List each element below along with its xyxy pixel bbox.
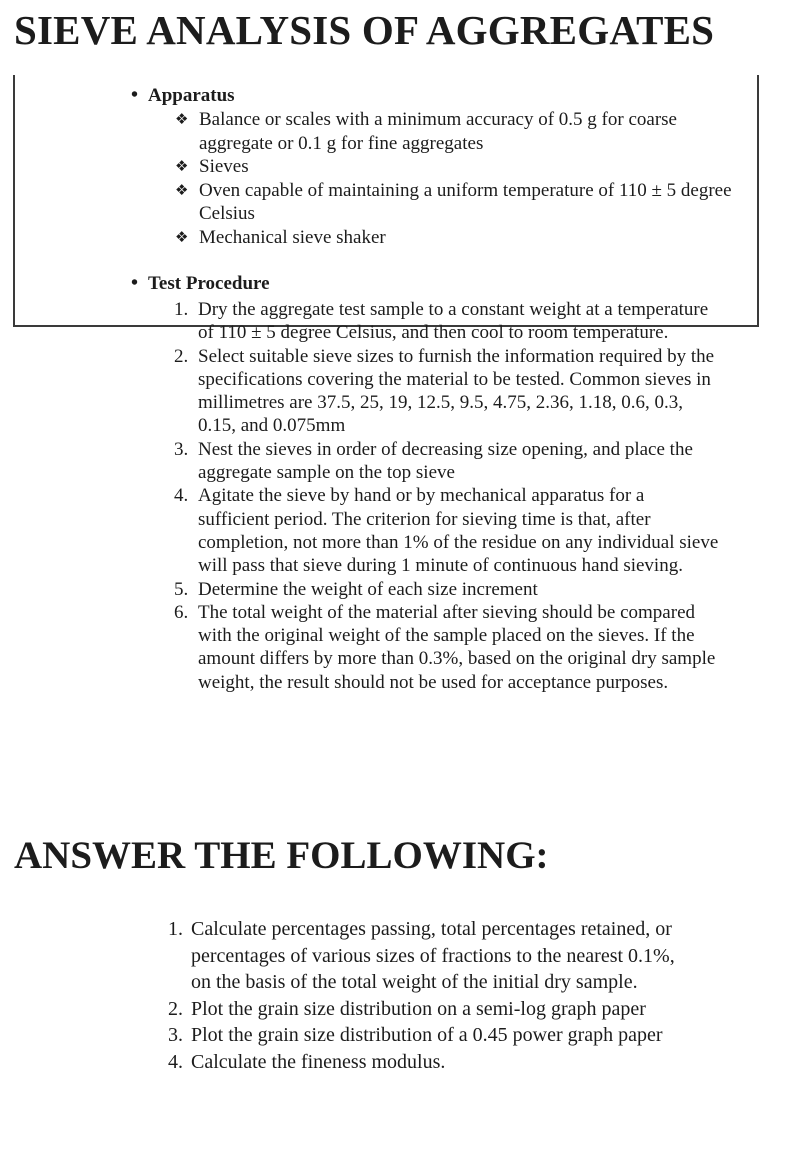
- list-item: [174, 438, 719, 485]
- step-number: 4.: [174, 485, 189, 507]
- step-number: 1.: [174, 299, 189, 320]
- procedure-heading-text: Test Procedure: [148, 273, 270, 294]
- step-text: The total weight of the material after sieving should be compared with the original weight of the sample placed on the sieves. If the amount differs by more than 0.3%, based on the original dry sample weight, the result should not be used for acceptance purposes.: [198, 601, 716, 693]
- step-text: Nest the sieves in order of decreasing size opening, and place the aggregate sample on the top sieve: [198, 438, 693, 484]
- step-text: Determine the weight of each size increment: [198, 578, 538, 600]
- question-text: Calculate the fineness modulus.: [191, 1050, 446, 1073]
- apparatus-item-text: Oven capable of maintaining a uniform temperature of 110 ± 5 degree Celsius: [199, 179, 732, 224]
- frame-right-border: [757, 75, 759, 326]
- apparatus-list: [175, 108, 735, 249]
- list-item: [174, 298, 719, 345]
- list-item: [168, 916, 688, 996]
- list-item: [168, 996, 688, 1023]
- procedure-list: [174, 298, 719, 694]
- step-number: 5.: [174, 578, 189, 600]
- step-number: 3.: [174, 438, 189, 460]
- step-text: Agitate the sieve by hand or by mechanical apparatus for a sufficient period. The criterion for sieving time is that, after completion, not more than 1% of the residue on any individual sieve will pass that sieve during 1 minute of continuous hand sieving.: [198, 485, 719, 577]
- step-number: 6.: [174, 601, 189, 623]
- list-item: [175, 155, 735, 179]
- question-number: 3.: [168, 1024, 183, 1046]
- apparatus-heading: [131, 83, 235, 108]
- list-item: [174, 345, 719, 438]
- procedure-heading: [131, 271, 270, 296]
- list-item: [174, 578, 719, 601]
- apparatus-item-text: Sieves: [199, 156, 249, 177]
- step-text: Dry the aggregate test sample to a constant weight at a temperature of 110 ± 5 degree Celsius, and then cool to room temperature.: [198, 299, 709, 344]
- question-text: Calculate percentages passing, total percentages retained, or percentages of various sizes of fractions to the nearest 0.1%, on the basis of the total weight of the initial dry sample.: [191, 918, 675, 993]
- list-item: [168, 1022, 688, 1049]
- step-text: Select suitable sieve sizes to furnish the information required by the specifications covering the material to be tested. Common sieves in millimetres are 37.5, 25, 19, 12.5, 9.5, 4.75, 2.36, 1.18, 0.6, 0.3, 0.15, and 0.075mm: [198, 345, 715, 437]
- question-number: 4.: [168, 1050, 183, 1073]
- list-item: [174, 601, 719, 694]
- answer-heading: ANSWER THE FOLLOWING:: [14, 834, 549, 877]
- apparatus-item-text: Mechanical sieve shaker: [199, 226, 386, 248]
- list-item: [175, 226, 735, 250]
- frame-left-border: [13, 75, 15, 326]
- list-item: [174, 484, 719, 577]
- step-number: 2.: [174, 345, 189, 367]
- list-item: [168, 1049, 688, 1076]
- bullet-icon: •: [131, 272, 139, 294]
- question-text: Plot the grain size distribution on a semi-log graph paper: [191, 997, 646, 1020]
- diamond-bullet-icon: ❖: [175, 110, 189, 128]
- diamond-bullet-icon: ❖: [175, 180, 189, 199]
- diamond-bullet-icon: ❖: [175, 227, 189, 246]
- apparatus-heading-text: Apparatus: [148, 85, 235, 106]
- question-number: 2.: [168, 997, 183, 1020]
- question-text: Plot the grain size distribution of a 0.45 power graph paper: [191, 1024, 663, 1046]
- diamond-bullet-icon: ❖: [175, 157, 189, 175]
- bullet-icon: •: [131, 84, 139, 106]
- page-title: SIEVE ANALYSIS OF AGGREGATES: [14, 7, 715, 53]
- apparatus-item-text: Balance or scales with a minimum accuracy of 0.5 g for coarse aggregate or 0.1 g for fine aggregates: [199, 109, 677, 154]
- question-list: [168, 916, 688, 1075]
- list-item: [175, 108, 735, 155]
- question-number: 1.: [168, 918, 183, 940]
- list-item: [175, 179, 735, 226]
